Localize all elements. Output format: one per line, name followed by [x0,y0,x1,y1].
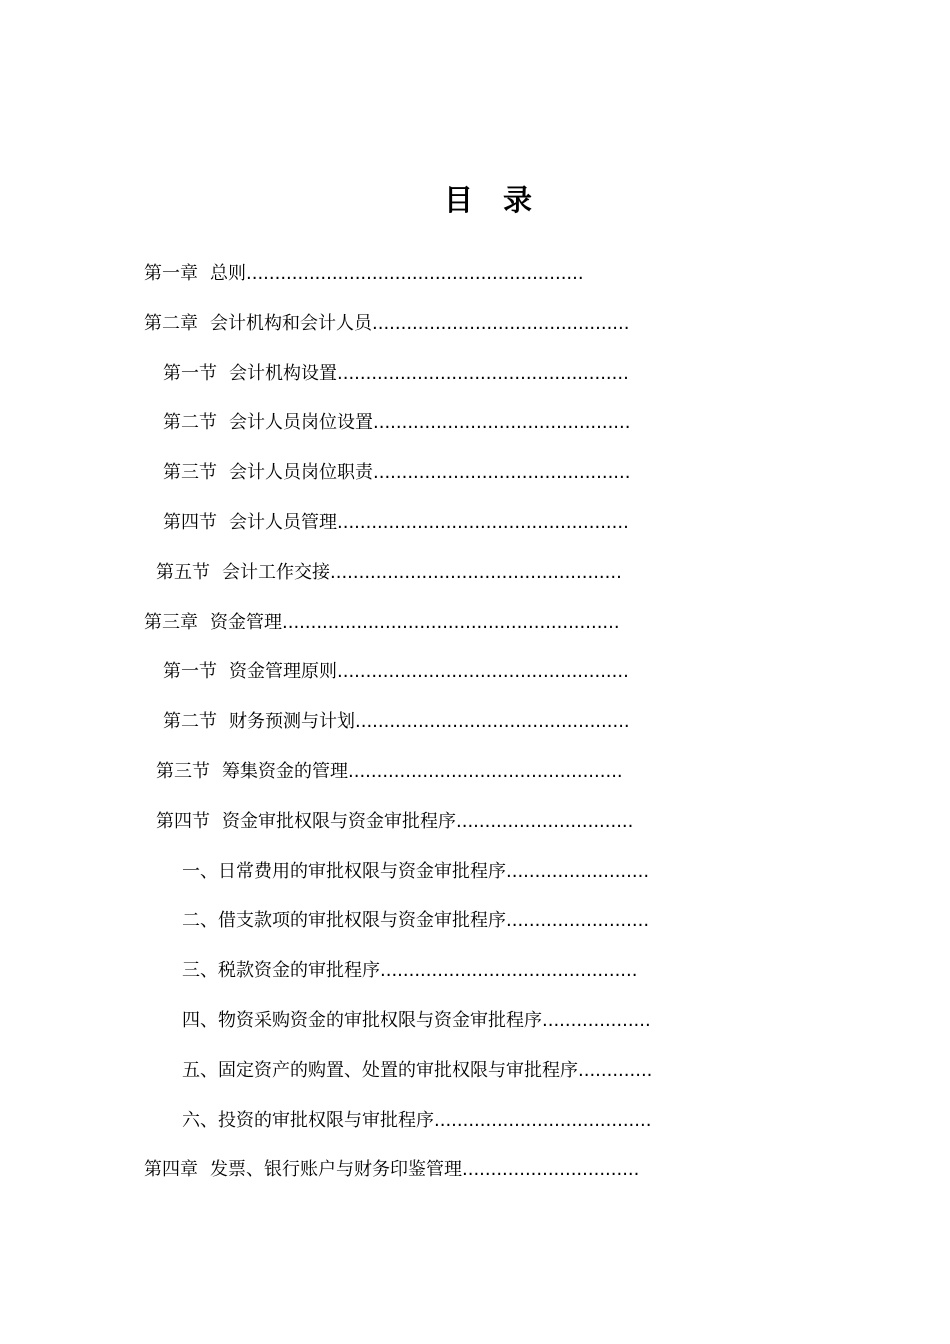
toc-entry-leader: ................................................ [355,711,630,733]
toc-entry-number: 第二节 [163,711,217,733]
toc-entry[interactable] [0,1101,950,1151]
toc-entry-leader: ............................................. [373,412,631,434]
toc-entry-number: 三、 [182,960,218,982]
toc-entry-title: 固定资产的购置、处置的审批权限与审批程序 [218,1059,578,1081]
toc-entry[interactable] [0,901,950,951]
table-of-contents [0,254,950,1200]
toc-entry-leader: ............................................. [380,960,638,982]
toc-entry-title: 日常费用的审批权限与资金审批程序 [218,860,506,882]
toc-entry-number: 第三章 [144,611,198,633]
toc-entry[interactable] [0,553,950,603]
toc-entry-number: 第一章 [144,263,198,284]
toc-entry-number: 第二章 [144,312,198,334]
toc-entry-number: 六、 [182,1109,218,1131]
toc-entry-title: 财务预测与计划 [229,711,355,733]
toc-entry[interactable] [0,254,950,304]
toc-entry[interactable] [0,403,950,453]
toc-entry-leader: ......................... [506,910,650,932]
toc-entry-number: 第一节 [163,661,217,683]
toc-entry-title: 税款资金的审批程序 [218,960,380,982]
toc-entry-leader: ............................... [456,810,634,832]
toc-entry-leader: ............................................. [373,462,631,484]
toc-entry[interactable] [0,1001,950,1051]
toc-entry-leader: ................................................... [330,561,622,583]
toc-entry[interactable] [0,702,950,752]
toc-entry[interactable] [0,503,950,553]
toc-entry-number: 第一节 [163,362,217,384]
toc-entry[interactable] [0,652,950,702]
toc-entry-title: 借支款项的审批权限与资金审批程序 [218,910,506,932]
toc-entry-title: 会计机构设置 [229,362,337,384]
toc-entry-leader: ................................................... [337,362,629,384]
toc-entry-title: 会计人员管理 [229,511,337,533]
toc-entry-title: 投资的审批权限与审批程序 [218,1109,434,1131]
toc-entry-number: 五、 [182,1059,218,1081]
toc-entry[interactable] [0,752,950,802]
toc-entry-number: 第三节 [163,462,217,484]
toc-entry-title: 发票、银行账户与财务印鉴管理 [210,1159,462,1181]
page-title: 目录 [443,183,562,217]
toc-entry-leader: ............................................. [372,312,630,334]
toc-entry[interactable] [0,1150,950,1200]
toc-entry[interactable] [0,453,950,503]
toc-entry-number: 第四节 [156,810,210,832]
toc-entry-number: 第四节 [163,511,217,533]
toc-entry[interactable] [0,304,950,354]
toc-entry-leader: ........................................................... [282,611,620,633]
toc-entry-number: 第四章 [144,1159,198,1181]
toc-entry-title: 会计工作交接 [222,561,330,583]
toc-entry[interactable] [0,1051,950,1101]
toc-entry-title: 资金审批权限与资金审批程序 [222,810,456,832]
toc-entry-title: 筹集资金的管理 [222,760,348,782]
toc-entry-leader: ......................... [506,860,650,882]
toc-entry[interactable] [0,802,950,852]
toc-entry-leader: ............. [578,1059,653,1081]
toc-entry-leader: ................... [542,1009,651,1031]
toc-entry-leader: ................................................ [348,760,623,782]
toc-entry[interactable] [0,354,950,404]
toc-entry-title: 会计人员岗位职责 [229,462,373,484]
toc-entry-title: 会计人员岗位设置 [229,412,373,434]
toc-entry-title: 总则 [210,263,246,284]
toc-entry-number: 第二节 [163,412,217,434]
toc-entry[interactable] [0,852,950,902]
toc-entry-leader: ........................................................... [246,263,584,284]
toc-entry-number: 一、 [182,860,218,882]
toc-entry-title: 会计机构和会计人员 [210,312,372,334]
toc-entry-leader: ............................... [462,1159,640,1181]
toc-entry-title: 资金管理 [210,611,282,633]
toc-entry-number: 四、 [182,1009,218,1031]
toc-entry-number: 第三节 [156,760,210,782]
toc-entry-leader: ................................................... [337,511,629,533]
toc-entry-leader: ...................................... [434,1109,652,1131]
toc-entry-number: 第五节 [156,561,210,583]
toc-entry-title: 物资采购资金的审批权限与资金审批程序 [218,1009,542,1031]
toc-entry[interactable] [0,951,950,1001]
toc-entry[interactable] [0,603,950,653]
toc-entry-number: 二、 [182,910,218,932]
toc-entry-title: 资金管理原则 [229,661,337,683]
toc-entry-leader: ................................................... [337,661,629,683]
